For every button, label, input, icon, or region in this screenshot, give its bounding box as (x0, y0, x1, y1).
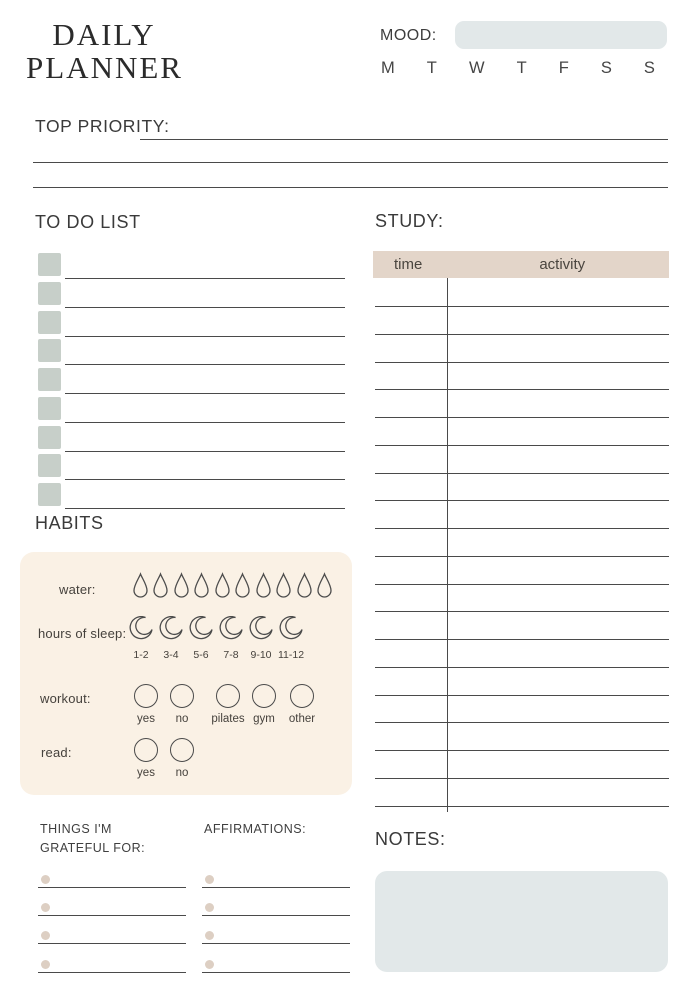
affirmation-row (202, 870, 350, 898)
workout-option-label: other (288, 713, 316, 725)
mood-label: MOOD: (380, 27, 437, 44)
moon-wrap[interactable] (246, 616, 276, 647)
affirmations-list (202, 870, 350, 983)
affirmation-row (202, 955, 350, 983)
read-option-label: no (175, 767, 189, 779)
todo-checkbox[interactable] (38, 282, 61, 305)
bullet-dot (205, 960, 214, 969)
study-column-activity: activity (539, 256, 586, 273)
moon-wrap[interactable] (186, 616, 216, 647)
day-2-w[interactable]: W (468, 59, 485, 77)
water-label: water: (59, 582, 96, 597)
study-row-line[interactable] (375, 556, 669, 557)
notes-input[interactable] (375, 871, 668, 972)
sleep-tracker (126, 616, 306, 661)
bullet-dot (41, 931, 50, 940)
water-drop-icon[interactable] (173, 572, 190, 600)
todo-row (38, 482, 345, 511)
water-drop[interactable] (315, 572, 336, 602)
todo-checkbox[interactable] (38, 368, 61, 391)
moon-icon[interactable] (249, 616, 273, 642)
study-row-line[interactable] (375, 334, 669, 335)
water-drop-icon[interactable] (296, 572, 313, 600)
todo-list (38, 252, 345, 511)
moon-icon[interactable] (159, 616, 183, 642)
study-table-lines (375, 306, 669, 811)
workout-option-circle[interactable] (252, 684, 276, 708)
bullet-dot (205, 903, 214, 912)
study-row-line[interactable] (375, 389, 669, 390)
water-drop[interactable] (274, 572, 295, 602)
todo-row (38, 338, 345, 367)
grateful-row (38, 955, 186, 983)
todo-checkbox[interactable] (38, 339, 61, 362)
read-option (160, 738, 204, 779)
study-row-line[interactable] (375, 695, 669, 696)
sleep-option-label: 7-8 (223, 649, 239, 661)
workout-option-circle[interactable] (134, 684, 158, 708)
water-drop[interactable] (192, 572, 213, 602)
workout-label: workout: (40, 691, 91, 706)
todo-row (38, 367, 345, 396)
todo-row (38, 281, 345, 310)
day-1-t[interactable]: T (426, 59, 437, 77)
workout-option-label: gym (253, 713, 275, 725)
water-drop[interactable] (130, 572, 151, 602)
study-row-line[interactable] (375, 584, 669, 585)
grateful-line[interactable] (38, 972, 186, 973)
todo-line[interactable] (65, 307, 345, 308)
workout-option-label: yes (137, 713, 155, 725)
workout-option-circle[interactable] (290, 684, 314, 708)
grateful-label: THINGS I'M GRATEFUL FOR: (40, 822, 146, 856)
read-option-label: yes (137, 767, 155, 779)
day-3-t[interactable]: T (516, 59, 527, 77)
water-drop-icon[interactable] (255, 572, 272, 600)
study-row-line[interactable] (375, 445, 669, 446)
read-option-circle[interactable] (134, 738, 158, 762)
study-row-line[interactable] (375, 806, 669, 807)
todo-checkbox[interactable] (38, 253, 61, 276)
sleep-option[interactable] (186, 616, 216, 661)
study-row-line[interactable] (375, 417, 669, 418)
todo-row (38, 425, 345, 454)
todo-checkbox[interactable] (38, 483, 61, 506)
habits-panel (20, 552, 352, 795)
sleep-option[interactable] (126, 616, 156, 661)
bullet-dot (41, 875, 50, 884)
bullet-dot (205, 875, 214, 884)
water-drop[interactable] (171, 572, 192, 602)
affirmation-line[interactable] (202, 915, 350, 916)
water-drop[interactable] (212, 572, 233, 602)
habits-label: HABITS (35, 513, 104, 533)
study-row-line[interactable] (375, 528, 669, 529)
sleep-option[interactable] (216, 616, 246, 661)
moon-icon[interactable] (219, 616, 243, 642)
title-line-1: DAILY (52, 17, 156, 52)
affirmation-line[interactable] (202, 943, 350, 944)
bullet-dot (41, 960, 50, 969)
sleep-option-label: 5-6 (193, 649, 209, 661)
sleep-option-label: 3-4 (163, 649, 179, 661)
todo-checkbox[interactable] (38, 454, 61, 477)
moon-icon[interactable] (279, 616, 303, 642)
sleep-option[interactable] (156, 616, 186, 661)
todo-line[interactable] (65, 336, 345, 337)
water-drop-icon[interactable] (193, 572, 210, 600)
todo-line[interactable] (65, 422, 345, 423)
workout-option-label: pilates (211, 713, 245, 725)
sleep-label: hours of sleep: (38, 626, 127, 641)
weekday-row (381, 59, 655, 78)
moon-wrap[interactable] (276, 616, 306, 647)
water-drop-icon[interactable] (234, 572, 251, 600)
day-6-s[interactable]: S (643, 59, 655, 77)
study-table-header (373, 251, 669, 278)
sleep-option-label: 9-10 (250, 649, 272, 661)
title-line-2: PLANNER (26, 50, 183, 85)
water-tracker (130, 572, 335, 602)
todo-line[interactable] (65, 393, 345, 394)
todo-list-label: TO DO LIST (35, 212, 141, 232)
workout-tracker (20, 684, 352, 744)
todo-line[interactable] (65, 278, 345, 279)
grateful-row (38, 870, 186, 898)
water-drop[interactable] (294, 572, 315, 602)
affirmation-line[interactable] (202, 887, 350, 888)
study-row-line[interactable] (375, 500, 669, 501)
moon-icon[interactable] (189, 616, 213, 642)
study-label: STUDY: (375, 211, 444, 231)
workout-option-label: no (175, 713, 189, 725)
grateful-list (38, 870, 186, 983)
study-row-line[interactable] (375, 362, 669, 363)
bullet-dot (205, 931, 214, 940)
affirmation-line[interactable] (202, 972, 350, 973)
study-row-line[interactable] (375, 611, 669, 612)
read-tracker (20, 738, 352, 798)
affirmation-row (202, 898, 350, 926)
priority-line[interactable] (33, 187, 668, 188)
todo-row (38, 310, 345, 339)
grateful-row (38, 926, 186, 954)
study-row-line[interactable] (375, 778, 669, 779)
todo-row (38, 252, 345, 281)
workout-option (160, 684, 204, 725)
moon-wrap[interactable] (156, 616, 186, 647)
priority-line[interactable] (33, 162, 668, 163)
sleep-option-label: 11-12 (277, 649, 305, 661)
workout-option-circle[interactable] (216, 684, 240, 708)
todo-checkbox[interactable] (38, 426, 61, 449)
study-row-line[interactable] (375, 750, 669, 751)
mood-input[interactable] (455, 21, 667, 49)
study-row-line[interactable] (375, 667, 669, 668)
todo-line[interactable] (65, 451, 345, 452)
water-drop[interactable] (253, 572, 274, 602)
notes-label: NOTES: (375, 829, 446, 849)
grateful-line[interactable] (38, 943, 186, 944)
todo-line[interactable] (65, 508, 345, 509)
todo-line[interactable] (65, 364, 345, 365)
water-drop-icon[interactable] (275, 572, 292, 600)
sleep-option[interactable] (276, 616, 306, 661)
grateful-row (38, 898, 186, 926)
affirmation-row (202, 926, 350, 954)
read-option-circle[interactable] (170, 738, 194, 762)
todo-checkbox[interactable] (38, 397, 61, 420)
sleep-option-label: 1-2 (133, 649, 149, 661)
read-label: read: (41, 745, 72, 760)
water-drop-icon[interactable] (132, 572, 149, 600)
todo-row (38, 396, 345, 425)
water-drop-icon[interactable] (214, 572, 231, 600)
water-drop[interactable] (233, 572, 254, 602)
water-drop-icon[interactable] (316, 572, 333, 600)
workout-option (280, 684, 324, 725)
page-title (26, 18, 182, 84)
moon-icon[interactable] (129, 616, 153, 642)
study-row-line[interactable] (375, 722, 669, 723)
workout-option-circle[interactable] (170, 684, 194, 708)
study-row-line[interactable] (375, 306, 669, 307)
grateful-line[interactable] (38, 915, 186, 916)
bullet-dot (41, 903, 50, 912)
todo-line[interactable] (65, 479, 345, 480)
sleep-option[interactable] (246, 616, 276, 661)
day-0-m[interactable]: M (381, 59, 395, 77)
top-priority-label: TOP PRIORITY: (35, 116, 170, 136)
affirmations-label: AFFIRMATIONS: (204, 822, 307, 836)
todo-row (38, 453, 345, 482)
water-drop-icon[interactable] (152, 572, 169, 600)
water-drop[interactable] (151, 572, 172, 602)
grateful-line[interactable] (38, 887, 186, 888)
day-5-s[interactable]: S (600, 59, 612, 77)
priority-line[interactable] (140, 139, 668, 140)
day-4-f[interactable]: F (558, 59, 569, 77)
study-row-line[interactable] (375, 473, 669, 474)
moon-wrap[interactable] (216, 616, 246, 647)
moon-wrap[interactable] (126, 616, 156, 647)
study-row-line[interactable] (375, 639, 669, 640)
todo-checkbox[interactable] (38, 311, 61, 334)
study-column-time: time (394, 256, 423, 273)
